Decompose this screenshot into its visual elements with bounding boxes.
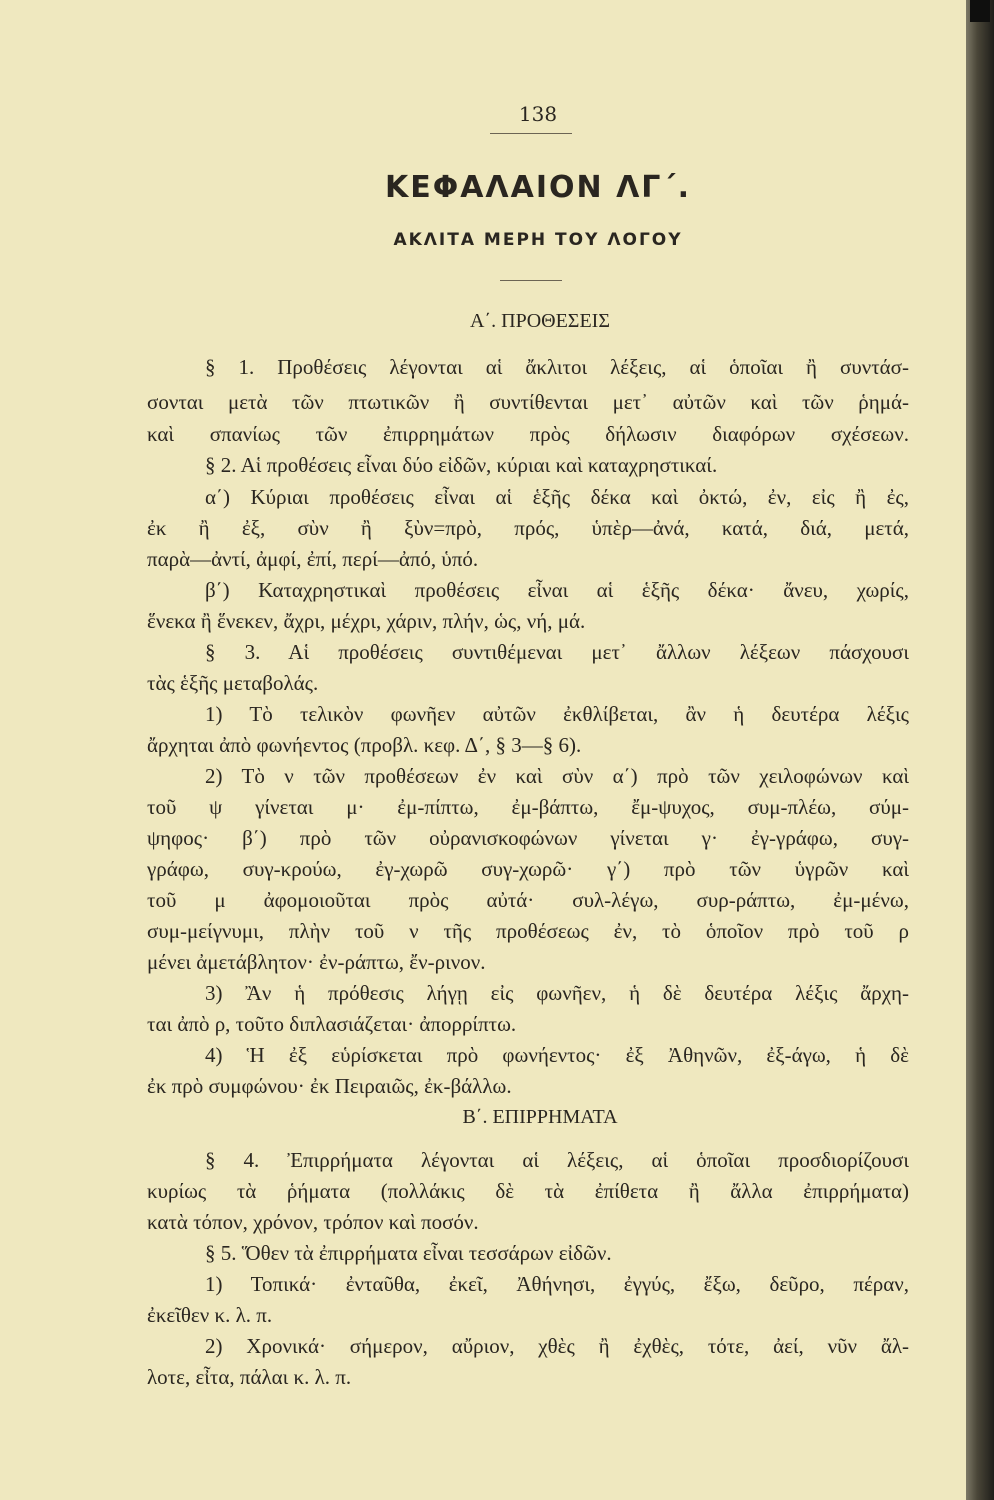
- text-line: τοῦ μ ἀφομοιοῦται πρὸς αὐτά· συλ-λέγω, συρ-ράπτω, ἐμ-μένω,: [147, 888, 909, 912]
- text-line: τοῦ ψ γίνεται μ· ἐμ-πίπτω, ἐμ-βάπτω, ἔμ-ψυχος, συμ-πλέω, σύμ-: [147, 795, 909, 819]
- text-line: ἐκ ἢ ἐξ, σὺν ἢ ξὺν=πρὸ, πρός, ὑπὲρ—ἀνά, κατά, διά, μετά,: [147, 516, 909, 540]
- text-line: α΄) Κύριαι προθέσεις εἶναι αἱ ἑξῆς δέκα καὶ ὀκτώ, ἐν, εἰς ἢ ἐς,: [205, 485, 909, 509]
- section-heading-prepositions: Α΄. ΠΡΟΘΕΣΕΙΣ: [470, 310, 610, 332]
- text-line: § 5. Ὅθεν τὰ ἐπιρρήματα εἶναι τεσσάρων εἰδῶν.: [205, 1241, 612, 1265]
- text-line: § 1. Προθέσεις λέγονται αἱ ἄκλιτοι λέξεις, αἱ ὁποῖαι ἢ συντάσ-: [205, 355, 909, 379]
- text-line: ἕνεκα ἢ ἕνεκεν, ἄχρι, μέχρι, χάριν, πλήν, ὡς, νή, μά.: [147, 609, 586, 633]
- title-rule: [500, 280, 562, 281]
- text-line: ψηφος· β΄) πρὸ τῶν οὐρανισκοφώνων γίνεται γ· ἐγ-γράφω, συγ-: [147, 826, 909, 850]
- text-line: ἄρχηται ἀπὸ φωνήεντος (προβλ. κεφ. Δ΄, § 3—§ 6).: [147, 733, 582, 757]
- text-line: 3) Ἂν ἡ πρόθεσις λήγῃ εἰς φωνῆεν, ἡ δὲ δευτέρα λέξις ἄρχη-: [205, 981, 909, 1005]
- text-line: 2) Τὸ ν τῶν προθέσεων ἐν καὶ σὺν α΄) πρὸ τῶν χειλοφώνων καὶ: [205, 764, 909, 788]
- text-line: § 3. Αἱ προθέσεις συντιθέμεναι μετ᾽ ἄλλων λέξεων πάσχουσι: [205, 640, 909, 664]
- page-number: 138: [518, 102, 558, 126]
- text-line: ἐκ πρὸ συμφώνου· ἐκ Πειραιῶς, ἐκ-βάλλω.: [147, 1074, 512, 1098]
- text-line: σονται μετὰ τῶν πτωτικῶν ἢ συντίθενται μετ᾽ αὐτῶν καὶ τῶν ῥημά-: [147, 390, 909, 414]
- text-line: συμ-μείγνυμι, πλὴν τοῦ ν τῆς προθέσεως ἐν, τὸ ὁποῖον πρὸ τοῦ ρ: [147, 919, 909, 943]
- text-line: τὰς ἑξῆς μεταβολάς.: [147, 671, 319, 695]
- text-line: 4) Ἡ ἐξ εὑρίσκεται πρὸ φωνήεντος· ἐξ Ἀθηνῶν, ἐξ-άγω, ἡ δὲ: [205, 1043, 909, 1067]
- section-heading-adverbs: Β΄. ΕΠΙΡΡΗΜΑΤΑ: [462, 1106, 618, 1128]
- text-line: γράφω, συγ-κρούω, ἐγ-χωρῶ συγ-χωρῶ· γ΄) πρὸ τῶν ὑγρῶν καὶ: [147, 857, 909, 881]
- text-line: 2) Χρονικά· σήμερον, αὔριον, χθὲς ἢ ἐχθὲς, τότε, ἀεί, νῦν ἄλ-: [205, 1334, 909, 1358]
- page-number-rule: [490, 133, 572, 134]
- text-line: καὶ σπανίως τῶν ἐπιρρημάτων πρὸς δήλωσιν διαφόρων σχέσεων.: [147, 422, 909, 446]
- chapter-subtitle: ΑΚΛΙΤΑ ΜΕΡΗ ΤΟΥ ΛΟΓΟΥ: [393, 230, 683, 250]
- spine-tab: [970, 0, 990, 22]
- text-line: λοτε, εἶτα, πάλαι κ. λ. π.: [147, 1365, 352, 1389]
- text-line: ται ἀπὸ ρ, τοῦτο διπλασιάζεται· ἀπορρίπτω.: [147, 1012, 517, 1036]
- text-line: μένει ἀμετάβλητον· ἐν-ράπτω, ἔν-ρινον.: [147, 950, 486, 974]
- chapter-title: ΚΕΦΑΛΑΙΟΝ ΛΓ΄.: [384, 170, 692, 205]
- text-line: ἐκεῖθεν κ. λ. π.: [147, 1303, 273, 1327]
- text-line: 1) Τοπικά· ἐνταῦθα, ἐκεῖ, Ἀθήνησι, ἐγγύς, ἔξω, δεῦρο, πέραν,: [205, 1272, 909, 1296]
- text-line: β΄) Καταχρηστικαὶ προθέσεις εἶναι αἱ ἑξῆς δέκα· ἄνευ, χωρίς,: [205, 578, 909, 602]
- text-line: 1) Τὸ τελικὸν φωνῆεν αὐτῶν ἐκθλίβεται, ἂν ἡ δευτέρα λέξις: [205, 702, 909, 726]
- book-spine-edge: [966, 0, 994, 1500]
- text-line: § 2. Αἱ προθέσεις εἶναι δύο εἰδῶν, κύριαι καὶ καταχρηστικαί.: [205, 453, 718, 477]
- text-line: κατὰ τόπον, χρόνον, τρόπον καὶ ποσόν.: [147, 1210, 479, 1234]
- text-line: παρὰ—ἀντί, ἀμφί, ἐπί, περί—ἀπό, ὑπό.: [147, 547, 479, 571]
- text-line: § 4. Ἐπιρρήματα λέγονται αἱ λέξεις, αἱ ὁποῖαι προσδιορίζουσι: [205, 1148, 909, 1172]
- text-line: κυρίως τὰ ῥήματα (πολλάκις δὲ τὰ ἐπίθετα ἢ ἄλλα ἐπιρρήματα): [147, 1179, 909, 1203]
